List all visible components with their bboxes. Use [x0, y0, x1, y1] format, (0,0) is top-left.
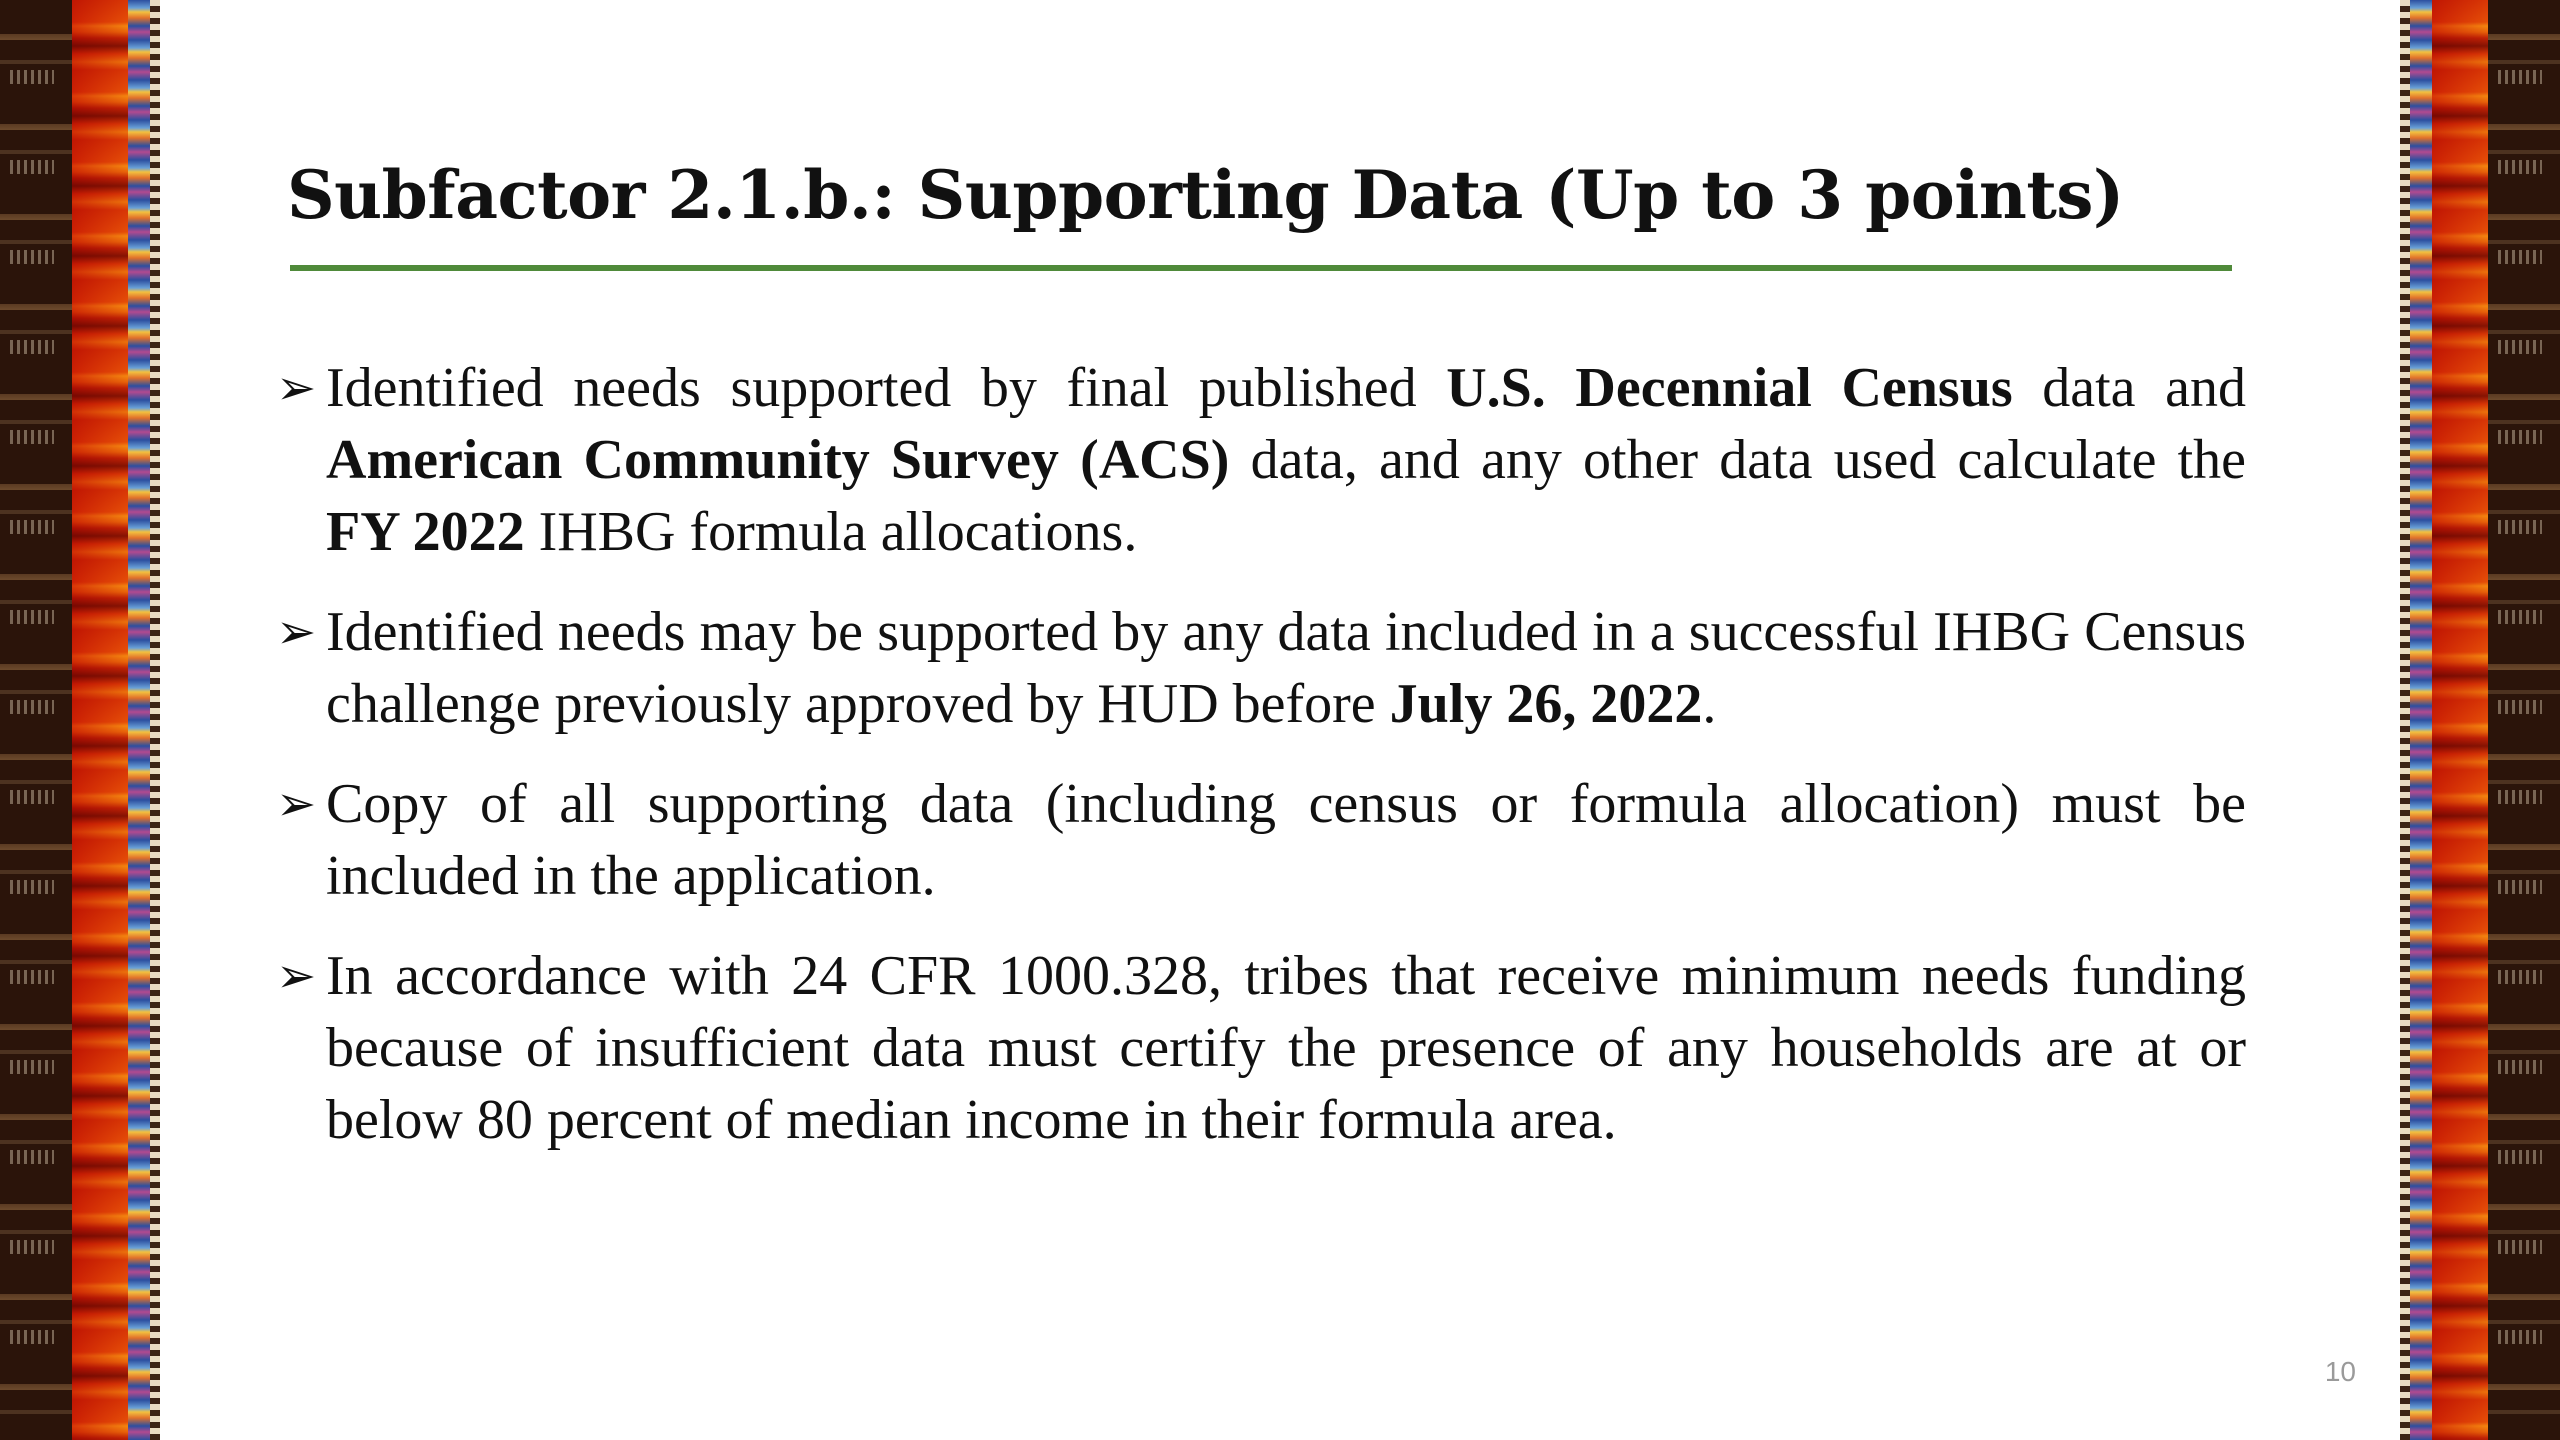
right-border-orange-band [2432, 0, 2488, 1440]
left-border-dark-band [0, 0, 72, 1440]
arrowhead-bullet-icon: ➢ [276, 776, 317, 832]
bullet-text: data, and any other data used calculate the [1229, 429, 2247, 491]
bullet-bold-text: U.S. Decennial Census [1446, 357, 2013, 419]
bullet-text: . [1702, 673, 1717, 735]
right-border-dark-band [2488, 0, 2560, 1440]
bullet-bold-text: FY 2022 [326, 501, 525, 563]
bullet-bold-text: July 26, 2022 [1389, 673, 1703, 735]
page-number: 10 [2324, 1356, 2356, 1387]
bullet-item-census-challenge [276, 596, 2246, 740]
right-decorative-border [2400, 0, 2560, 1440]
bullet-text: data and [2012, 357, 2247, 419]
arrowhead-bullet-icon: ➢ [276, 604, 317, 660]
arrowhead-bullet-icon: ➢ [276, 360, 317, 416]
left-border-blue-band [128, 0, 150, 1440]
title-underline [290, 265, 2232, 271]
bullet-text: IHBG formula allocations. [524, 501, 1138, 563]
left-border-orange-band [72, 0, 128, 1440]
arrowhead-bullet-icon: ➢ [276, 948, 317, 1004]
right-border-blue-band [2410, 0, 2432, 1440]
right-border-edge [2400, 0, 2410, 1440]
bullet-text: Identified needs supported by final published [326, 357, 1447, 419]
bullet-item-supporting-copy [276, 768, 2246, 912]
bullet-item-census-data [276, 352, 2246, 568]
slide-title: Subfactor 2.1.b.: Supporting Data (Up to 3 points) [287, 156, 2124, 234]
bullet-text: In accordance with 24 CFR 1000.328, tribes that receive minimum needs funding because of insufficient data must certify the presence of any households are at or below 80 percent of median income in their formula area. [326, 945, 2246, 1151]
left-decorative-border [0, 0, 160, 1440]
bullet-bold-text: American Community Survey (ACS) [326, 429, 1230, 491]
bullet-text: Identified needs may be supported by any data included in a successful IHBG Census challenge previously approved by HUD before [326, 601, 2246, 735]
left-border-edge [150, 0, 160, 1440]
bullet-list [276, 352, 2246, 1184]
bullet-text: Copy of all supporting data (including census or formula allocation) must be included in the application. [326, 773, 2246, 907]
bullet-item-cfr-certification [276, 940, 2246, 1156]
